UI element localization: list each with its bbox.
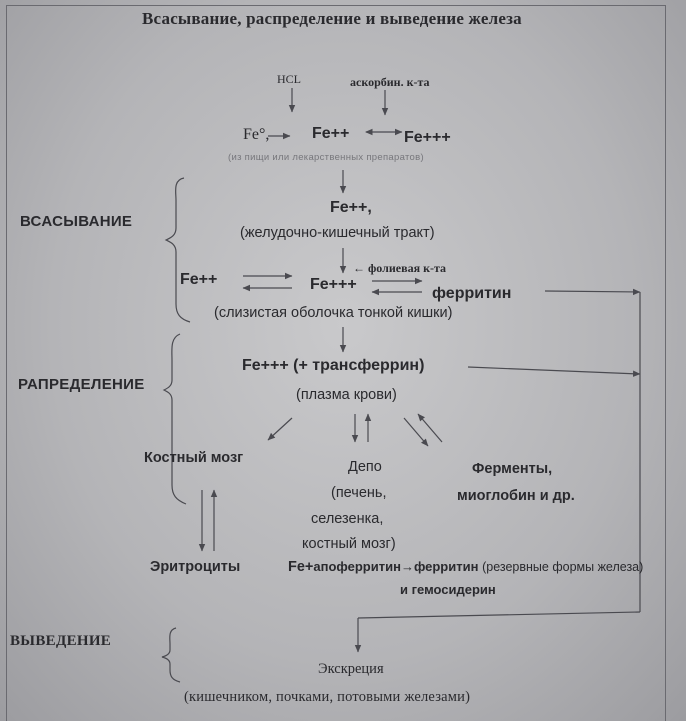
fe3-label: Fe+++ bbox=[404, 129, 451, 146]
section-absorption: ВСАСЫВАНИЕ bbox=[20, 213, 133, 230]
hcl-label: HCL bbox=[277, 72, 301, 86]
diagram-title: Всасывание, распределение и выведение железа bbox=[142, 9, 522, 28]
depot-organs-line2: селезенка, bbox=[311, 511, 384, 527]
depot-organs-line1: (печень, bbox=[331, 485, 387, 501]
to-bone-marrow-arrow bbox=[268, 418, 292, 440]
fe2-label: Fe++ bbox=[312, 125, 350, 142]
storage-fe-label: Fe+ bbox=[288, 559, 314, 575]
mucosa-fe2-label: Fe++ bbox=[180, 271, 218, 288]
storage-forms-line bbox=[288, 560, 643, 575]
excretion-label: Экскреция bbox=[318, 661, 384, 677]
mucosa-label: (слизистая оболочка тонкой кишки) bbox=[214, 305, 453, 321]
excretion-routes-label: (кишечником, почками, потовыми железами) bbox=[184, 689, 471, 705]
enzymes-line2: миоглобин и др. bbox=[457, 488, 575, 504]
transferrin-label: Fe+++ (+ трансферрин) bbox=[242, 357, 425, 374]
plasma-label: (плазма крови) bbox=[296, 387, 397, 403]
gi-fe2-label: Fe++, bbox=[330, 199, 372, 216]
ferritin-right-arrow bbox=[545, 291, 640, 292]
absorption-brace bbox=[166, 178, 190, 322]
fe0-label: Fe°, bbox=[243, 126, 270, 143]
ascorbic-acid-label: аскорбин. к-та bbox=[350, 75, 430, 89]
depot-organs-line3: костный мозг) bbox=[302, 536, 396, 552]
source-note: (из пищи или лекарственных препаратов) bbox=[228, 152, 424, 163]
section-distribution: РАПРЕДЕЛЕНИЕ bbox=[18, 376, 145, 393]
section-excretion: ВЫВЕДЕНИЕ bbox=[10, 633, 112, 649]
to-ferritin-label: →ферритин bbox=[400, 559, 479, 574]
folic-acid-label: ← фолиевая к-та bbox=[353, 261, 447, 275]
distribution-brace bbox=[164, 334, 186, 504]
gi-tract-label: (желудочно-кишечный тракт) bbox=[240, 225, 435, 241]
hemosiderin-label: и гемосидерин bbox=[400, 582, 496, 597]
bone-marrow-label: Костный мозг bbox=[144, 450, 244, 466]
bottom-horizontal-line bbox=[358, 612, 640, 618]
transferrin-right-arrow bbox=[468, 367, 640, 374]
ferritin-label: ферритин bbox=[432, 285, 512, 302]
excretion-brace bbox=[162, 628, 180, 682]
apoferritin-label: апоферритин bbox=[313, 559, 401, 574]
erythrocytes-label: Эритроциты bbox=[150, 559, 241, 575]
reserve-forms-label: (резервные формы железа) bbox=[482, 560, 644, 574]
enzymes-line1: Ферменты, bbox=[472, 461, 553, 477]
mucosa-fe3-label: Fe+++ bbox=[310, 276, 357, 293]
depot-label: Депо bbox=[348, 459, 382, 475]
